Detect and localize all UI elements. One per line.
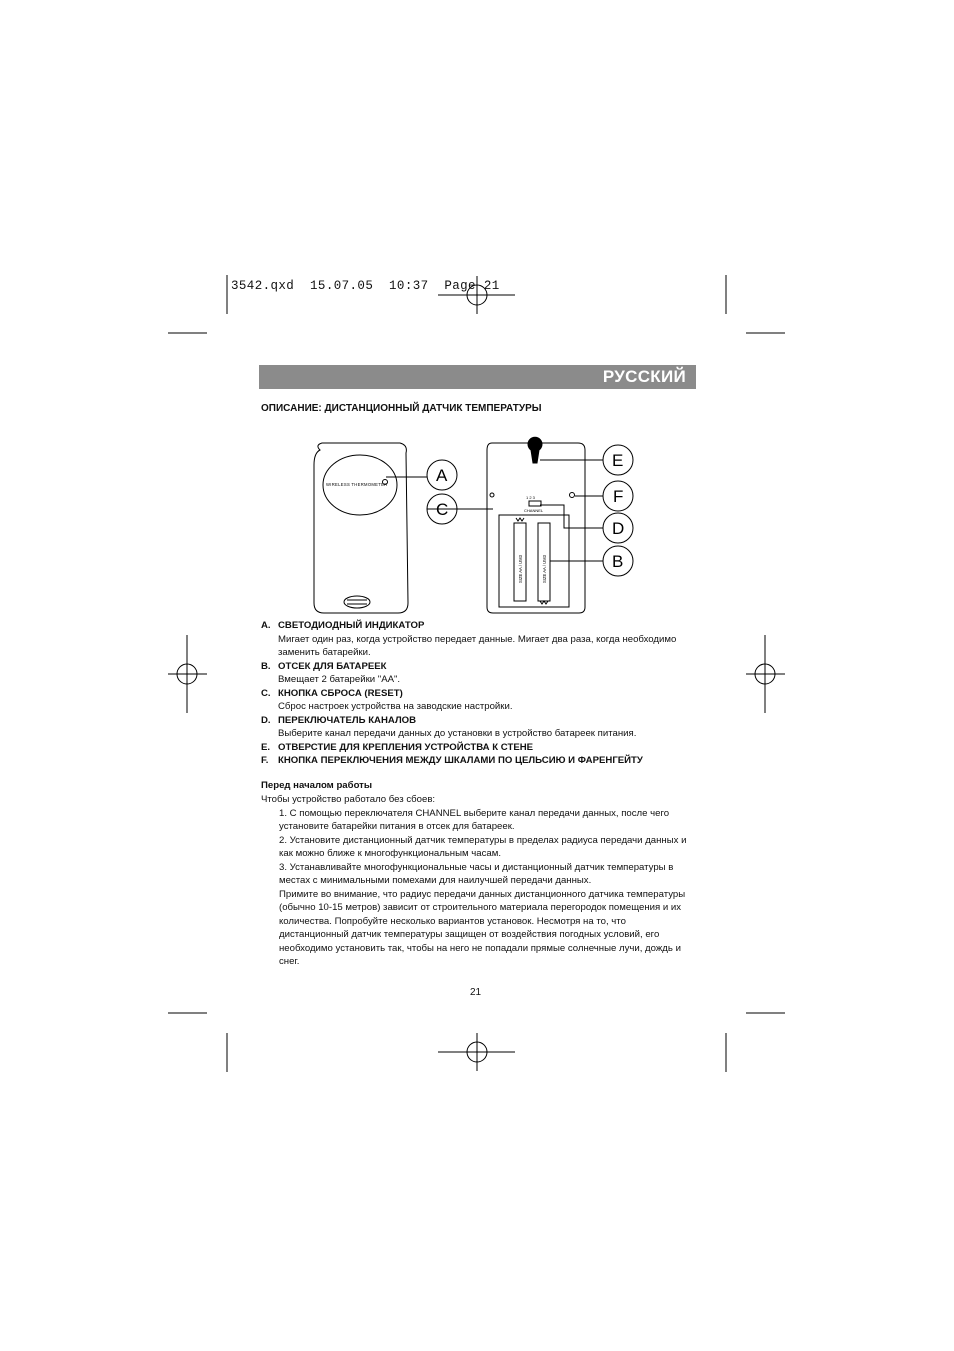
list-item: E. ОТВЕРСТИЕ ДЛЯ КРЕПЛЕНИЯ УСТРОЙСТВА К СТЕНЕ [261, 741, 534, 753]
device-illustration [300, 435, 645, 615]
celsius-fahrenheit-button [570, 493, 575, 498]
banner-title: РУССКИЙ [602, 367, 686, 386]
channel-label: CHANNEL [524, 508, 544, 513]
item-desc: Мигает один раз, когда устройство передает данные. Мигает два раза, когда необходимо [278, 633, 677, 645]
item-desc: Вмещает 2 батарейки "АА". [278, 674, 401, 685]
front-bottom-latch [344, 596, 370, 608]
list-item: F. КНОПКА ПЕРЕКЛЮЧЕНИЯ МЕЖДУ ШКАЛАМИ ПО ЦЕЛЬСИЮ И ФАРЕНГЕЙТУ [261, 755, 643, 766]
page-number: 21 [470, 987, 482, 998]
list-item: A. СВЕТОДИОДНЫЙ ИНДИКАТОР Мигает один раз, когда устройство передает данные. Мигает два раза, когда необходимо заменить батарейки. [261, 619, 701, 660]
body-line: снег. [279, 956, 300, 967]
item-desc: заменить батарейки. [278, 647, 371, 658]
body-line: количества. Попробуйте несколько вариантов установок. Несмотря на то, что [279, 915, 626, 927]
body-line: дистанционный датчик температуры защищен от воздействия погодных условий, его [279, 929, 660, 940]
body-line: 3. Устанавливайте многофункциональные часы и дистанционный датчик температуры в [279, 861, 674, 873]
callout-B-letter: B [612, 552, 624, 571]
channel-numbers: 1 2 3 [526, 495, 535, 500]
item-title: СВЕТОДИОДНЫЙ ИНДИКАТОР [278, 620, 425, 631]
wall-mount-hole [528, 437, 542, 463]
body-line: 1. С помощью переключателя CHANNEL выберите канал передачи данных, после чего [279, 807, 670, 819]
callout-C-letter: C [436, 500, 449, 519]
item-title: КНОПКА СБРОСА (RESET) [278, 687, 403, 699]
item-desc: Выберите канал передачи данных до установки в устройство батареек питания. [278, 728, 637, 739]
callout-F-letter: F [613, 487, 624, 506]
front-label: WIRELESS THERMOMETER [326, 482, 388, 487]
battery-1-label: SIZE AA / UM3 [518, 555, 523, 583]
language-banner [259, 365, 696, 389]
channel-switch [529, 501, 541, 506]
body-line: необходимо установить так, чтобы на него не попадали прямые солнечные лучи, дождь и [279, 942, 681, 954]
component-list [261, 619, 701, 768]
item-title: КНОПКА ПЕРЕКЛЮЧЕНИЯ МЕЖДУ ШКАЛАМИ ПО ЦЕЛЬСИЮ И ФАРЕНГЕЙТУ [278, 755, 643, 766]
section-title: ОПИСАНИЕ: ДИСТАНЦИОННЫЙ ДАТЧИК ТЕМПЕРАТУРЫ [261, 403, 542, 414]
item-title: ОТСЕК ДЛЯ БАТАРЕЕК [278, 660, 387, 672]
body-line: (обычно 10-15 метров) зависит от строительного материала перегородок помещения и их [279, 902, 682, 913]
callout-E-letter: E [612, 451, 624, 470]
reset-button [490, 493, 494, 497]
before-start-title: Перед началом работы [261, 780, 373, 791]
body-line: 2. Установите дистанционный датчик температуры в пределах радиуса передачи данных и [279, 834, 687, 846]
intro-line: Чтобы устройство работало без сбоев: [261, 794, 436, 805]
body-line: как можно ближе к многофункциональным часам. [279, 848, 501, 859]
body-line: Примите во внимание, что радиус передачи данных дистанционного датчика температуры [279, 888, 686, 900]
file-slug: 3542.qxd 15.07.05 10:37 Page 21 [231, 279, 500, 293]
list-item: D. ПЕРЕКЛЮЧАТЕЛЬ КАНАЛОВ Выберите канал передачи данных до установки в устройство батареек питания. [261, 714, 701, 741]
battery-2-label: SIZE AA / UM3 [542, 555, 547, 583]
body-line: местах с минимальными помехами для наилучшей передачи данных. [279, 875, 592, 886]
item-title: ПЕРЕКЛЮЧАТЕЛЬ КАНАЛОВ [278, 714, 417, 726]
front-unit-body [314, 443, 408, 613]
body-line: установите батарейки питания в отсек для батареек. [279, 821, 515, 832]
before-start-body [261, 793, 701, 969]
item-desc: Сброс настроек устройства на заводские настройки. [278, 701, 513, 712]
item-title: ОТВЕРСТИЕ ДЛЯ КРЕПЛЕНИЯ УСТРОЙСТВА К СТЕНЕ [278, 741, 534, 753]
list-item: B. ОТСЕК ДЛЯ БАТАРЕЕК Вмещает 2 батарейки "АА". [261, 660, 701, 687]
list-item: C. КНОПКА СБРОСА (RESET) Сброс настроек устройства на заводские настройки. [261, 687, 701, 714]
callout-A-letter: A [436, 466, 448, 485]
callout-D-letter: D [612, 519, 625, 538]
